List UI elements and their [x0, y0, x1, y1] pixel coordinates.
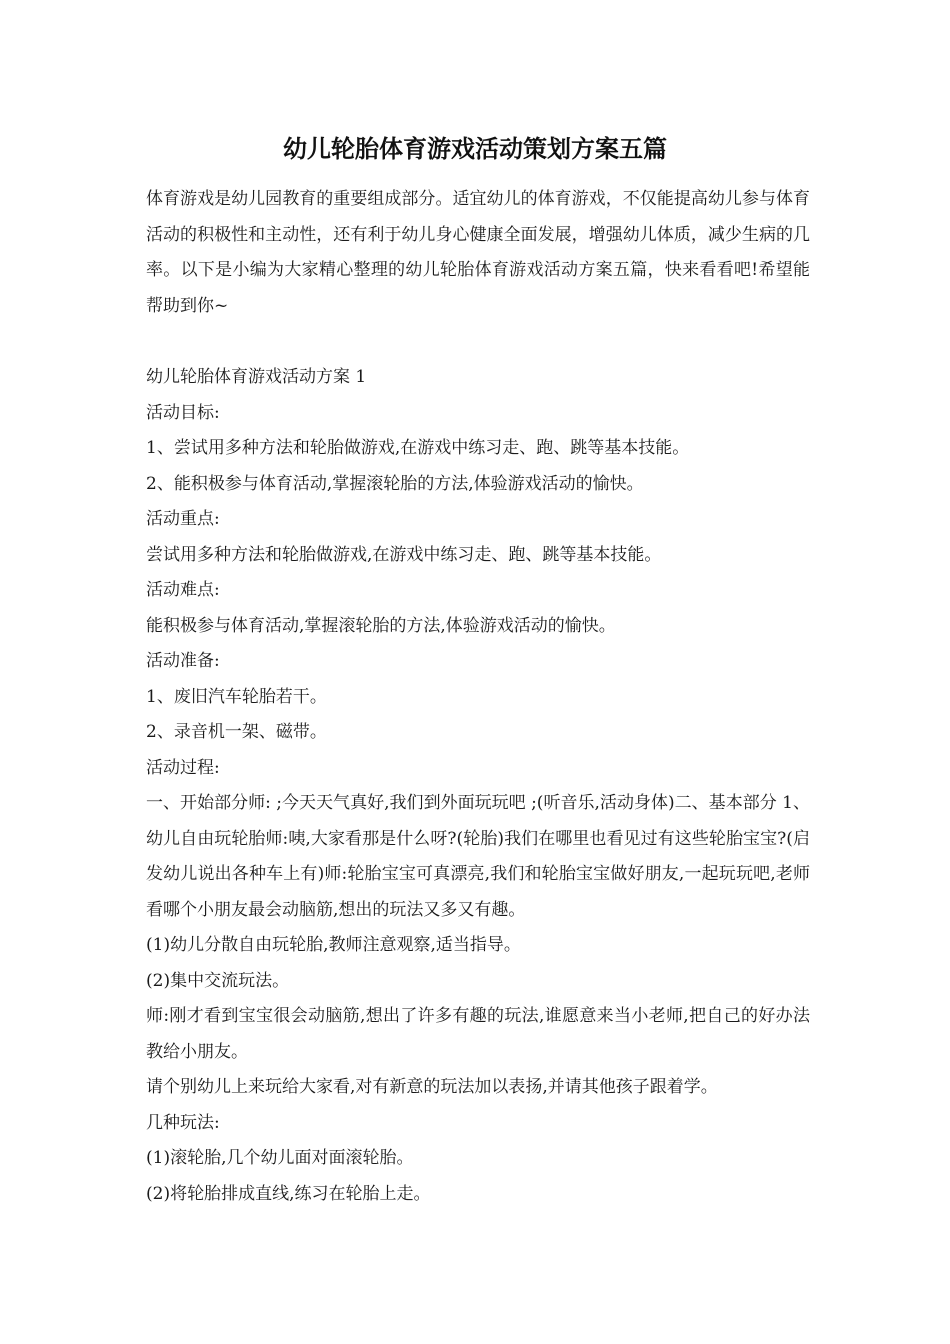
label-difficulties: 活动难点: — [146, 580, 220, 600]
goal-item: 1、尝试用多种方法和轮胎做游戏,在游戏中练习走、跑、跳等基本技能。 — [146, 438, 690, 458]
section-heading: 幼儿轮胎体育游戏活动方案 1 — [146, 367, 367, 387]
document-body — [146, 182, 810, 1212]
difficulties-text: 能积极参与体育活动,掌握滚轮胎的方法,体验游戏活动的愉快。 — [146, 615, 616, 636]
process-text: 请个别幼儿上来玩给大家看,对有新意的玩法加以表扬,并请其他孩子跟着学。 — [146, 1077, 718, 1097]
intro-paragraph: 体育游戏是幼儿园教育的重要组成部分。适宜幼儿的体育游戏，不仅能提高幼儿参与体育活动的积极性和主动性，还有利于幼儿身心健康全面发展，增强幼儿体质，减少生病的几率。以下是小编为大家精心整理的幼儿轮胎体育游戏活动方案五篇，快来看看吧!希望能帮助到你~ — [146, 189, 810, 316]
process-step: (1)幼儿分散自由玩轮胎,教师注意观察,适当指导。 — [146, 935, 521, 955]
goal-item: 2、能积极参与体育活动,掌握滚轮胎的方法,体验游戏活动的愉快。 — [146, 473, 644, 494]
process-step: (2)集中交流玩法。 — [146, 970, 290, 991]
preparation-item: 2、录音机一架、磁带。 — [146, 722, 327, 742]
key-points-text: 尝试用多种方法和轮胎做游戏,在游戏中练习走、跑、跳等基本技能。 — [146, 544, 662, 565]
teacher-dialogue: 师:刚才看到宝宝很会动脑筋,想出了许多有趣的玩法,谁愿意来当小老师,把自己的好办法教给小朋友。 — [146, 1006, 810, 1062]
preparation-item: 1、废旧汽车轮胎若干。 — [146, 686, 327, 707]
label-preparation: 活动准备: — [146, 651, 220, 671]
label-key-points: 活动重点: — [146, 509, 220, 529]
play-method-item: (1)滚轮胎,几个幼儿面对面滚轮胎。 — [146, 1148, 414, 1168]
play-method-item: (2)将轮胎排成直线,练习在轮胎上走。 — [146, 1183, 431, 1204]
process-paragraph: 一、开始部分师: ;今天天气真好,我们到外面玩玩吧 ;(听音乐,活动身体)二、基本部分 1、幼儿自由玩轮胎师:咦,大家看那是什么呀?(轮胎)我们在哪里也看见过有这些轮胎宝宝?(启发幼儿说出各种车上有)师:轮胎宝宝可真漂亮,我们和轮胎宝宝做好朋友,一起玩玩吧,老师看哪个小朋友最会动脑筋,想出的玩法又多又有趣。 — [146, 793, 810, 920]
label-process: 活动过程: — [146, 757, 220, 778]
paragraph-spacer — [146, 324, 810, 360]
label-play-methods: 几种玩法: — [146, 1112, 220, 1133]
label-activity-goals: 活动目标: — [146, 402, 220, 423]
document-title: 幼儿轮胎体育游戏活动策划方案五篇 — [283, 134, 667, 163]
